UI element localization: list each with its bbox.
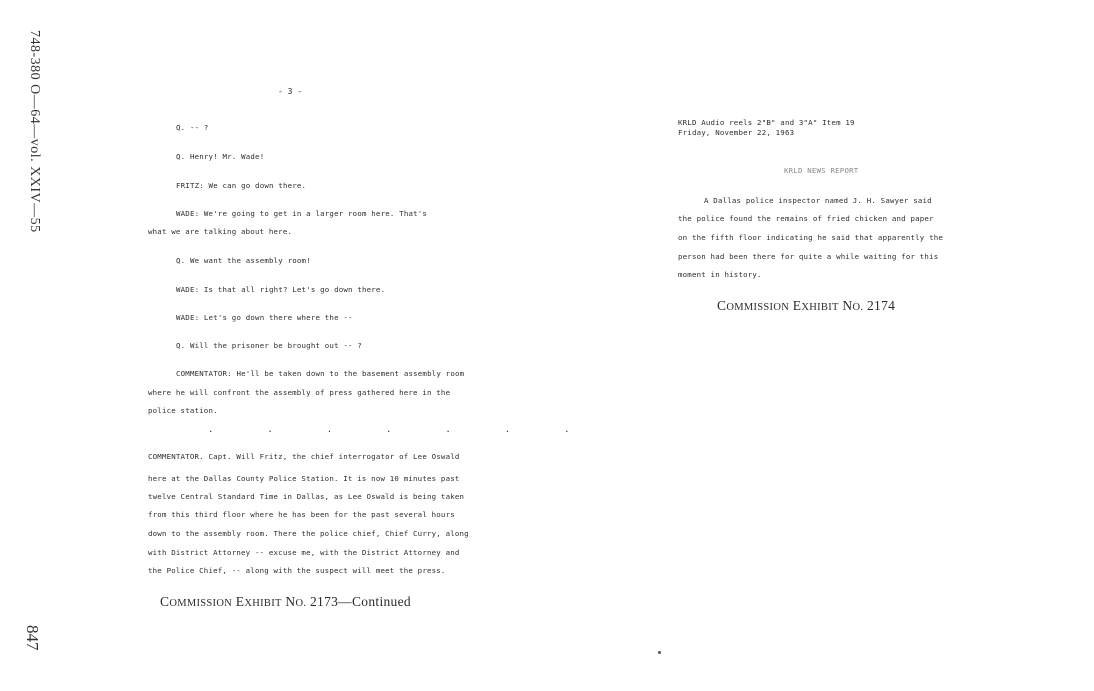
transcript-line: where he will confront the assembly of press gathered here in the	[148, 388, 451, 397]
exhibit-caption: COMMISSION EXHIBIT NO. 2174	[717, 298, 896, 313]
transcript-line: from this third floor where he has been for the past several hours	[148, 510, 455, 519]
section-separator: . . . . . . .	[208, 425, 572, 435]
header-line: Friday, November 22, 1963	[678, 128, 795, 137]
report-line: on the fifth floor indicating he said that apparently the	[678, 233, 944, 242]
transcript-line: Q. -- ?	[176, 123, 209, 132]
report-line: A Dallas police inspector named J. H. Sawyer said	[704, 196, 932, 205]
exhibit-number: 2174	[866, 298, 896, 313]
transcript-line: the Police Chief, -- along with the suspect will meet the press.	[148, 566, 446, 575]
report-line: moment in history.	[678, 270, 762, 279]
transcript-line: WADE: We're going to get in a larger room here. That's	[176, 209, 428, 218]
transcript-line: COMMENTATOR. Capt. Will Fritz, the chief interrogator of Lee Oswald	[148, 452, 460, 461]
header-line: KRLD Audio reels 2"B" and 3"A" Item 19	[678, 118, 855, 127]
exhibit-number: 2173—Continued	[309, 594, 411, 609]
transcript-line: COMMENTATOR: He'll be taken down to the basement assembly room	[176, 369, 465, 378]
report-title: KRLD NEWS REPORT	[784, 166, 859, 175]
transcript-line: police station.	[148, 406, 218, 415]
transcript-line: down to the assembly room. There the police chief, Chief Curry, along	[148, 529, 469, 538]
page-marker: - 3 -	[278, 87, 303, 96]
transcript-line: Q. Henry! Mr. Wade!	[176, 152, 265, 161]
transcript-line: WADE: Is that all right? Let's go down there.	[176, 285, 386, 294]
transcript-line: twelve Central Standard Time in Dallas, as Lee Oswald is being taken	[148, 492, 465, 501]
transcript-line: what we are talking about here.	[148, 227, 293, 236]
transcript-line: with District Attorney -- excuse me, with the District Attorney and	[148, 548, 460, 557]
transcript-line: here at the Dallas County Police Station. It is now 10 minutes past	[148, 474, 460, 483]
left-page	[148, 0, 572, 691]
right-page	[678, 0, 978, 691]
transcript-line: Q. We want the assembly room!	[176, 256, 311, 265]
exhibit-caption: COMMISSION EXHIBIT NO. 2173—Continued	[160, 594, 411, 609]
transcript-line: WADE: Let's go down there where the --	[176, 313, 353, 322]
transcript-line: FRITZ: We can go down there.	[176, 181, 307, 190]
volume-reference: 748-380 O—64—vol. XXIV—55	[27, 30, 42, 233]
page-number: 847	[23, 625, 42, 651]
report-line: the police found the remains of fried chicken and paper	[678, 214, 934, 223]
transcript-line: Q. Will the prisoner be brought out -- ?	[176, 341, 362, 350]
report-line: person had been there for quite a while waiting for this	[678, 252, 939, 261]
scan-speck	[658, 651, 661, 654]
